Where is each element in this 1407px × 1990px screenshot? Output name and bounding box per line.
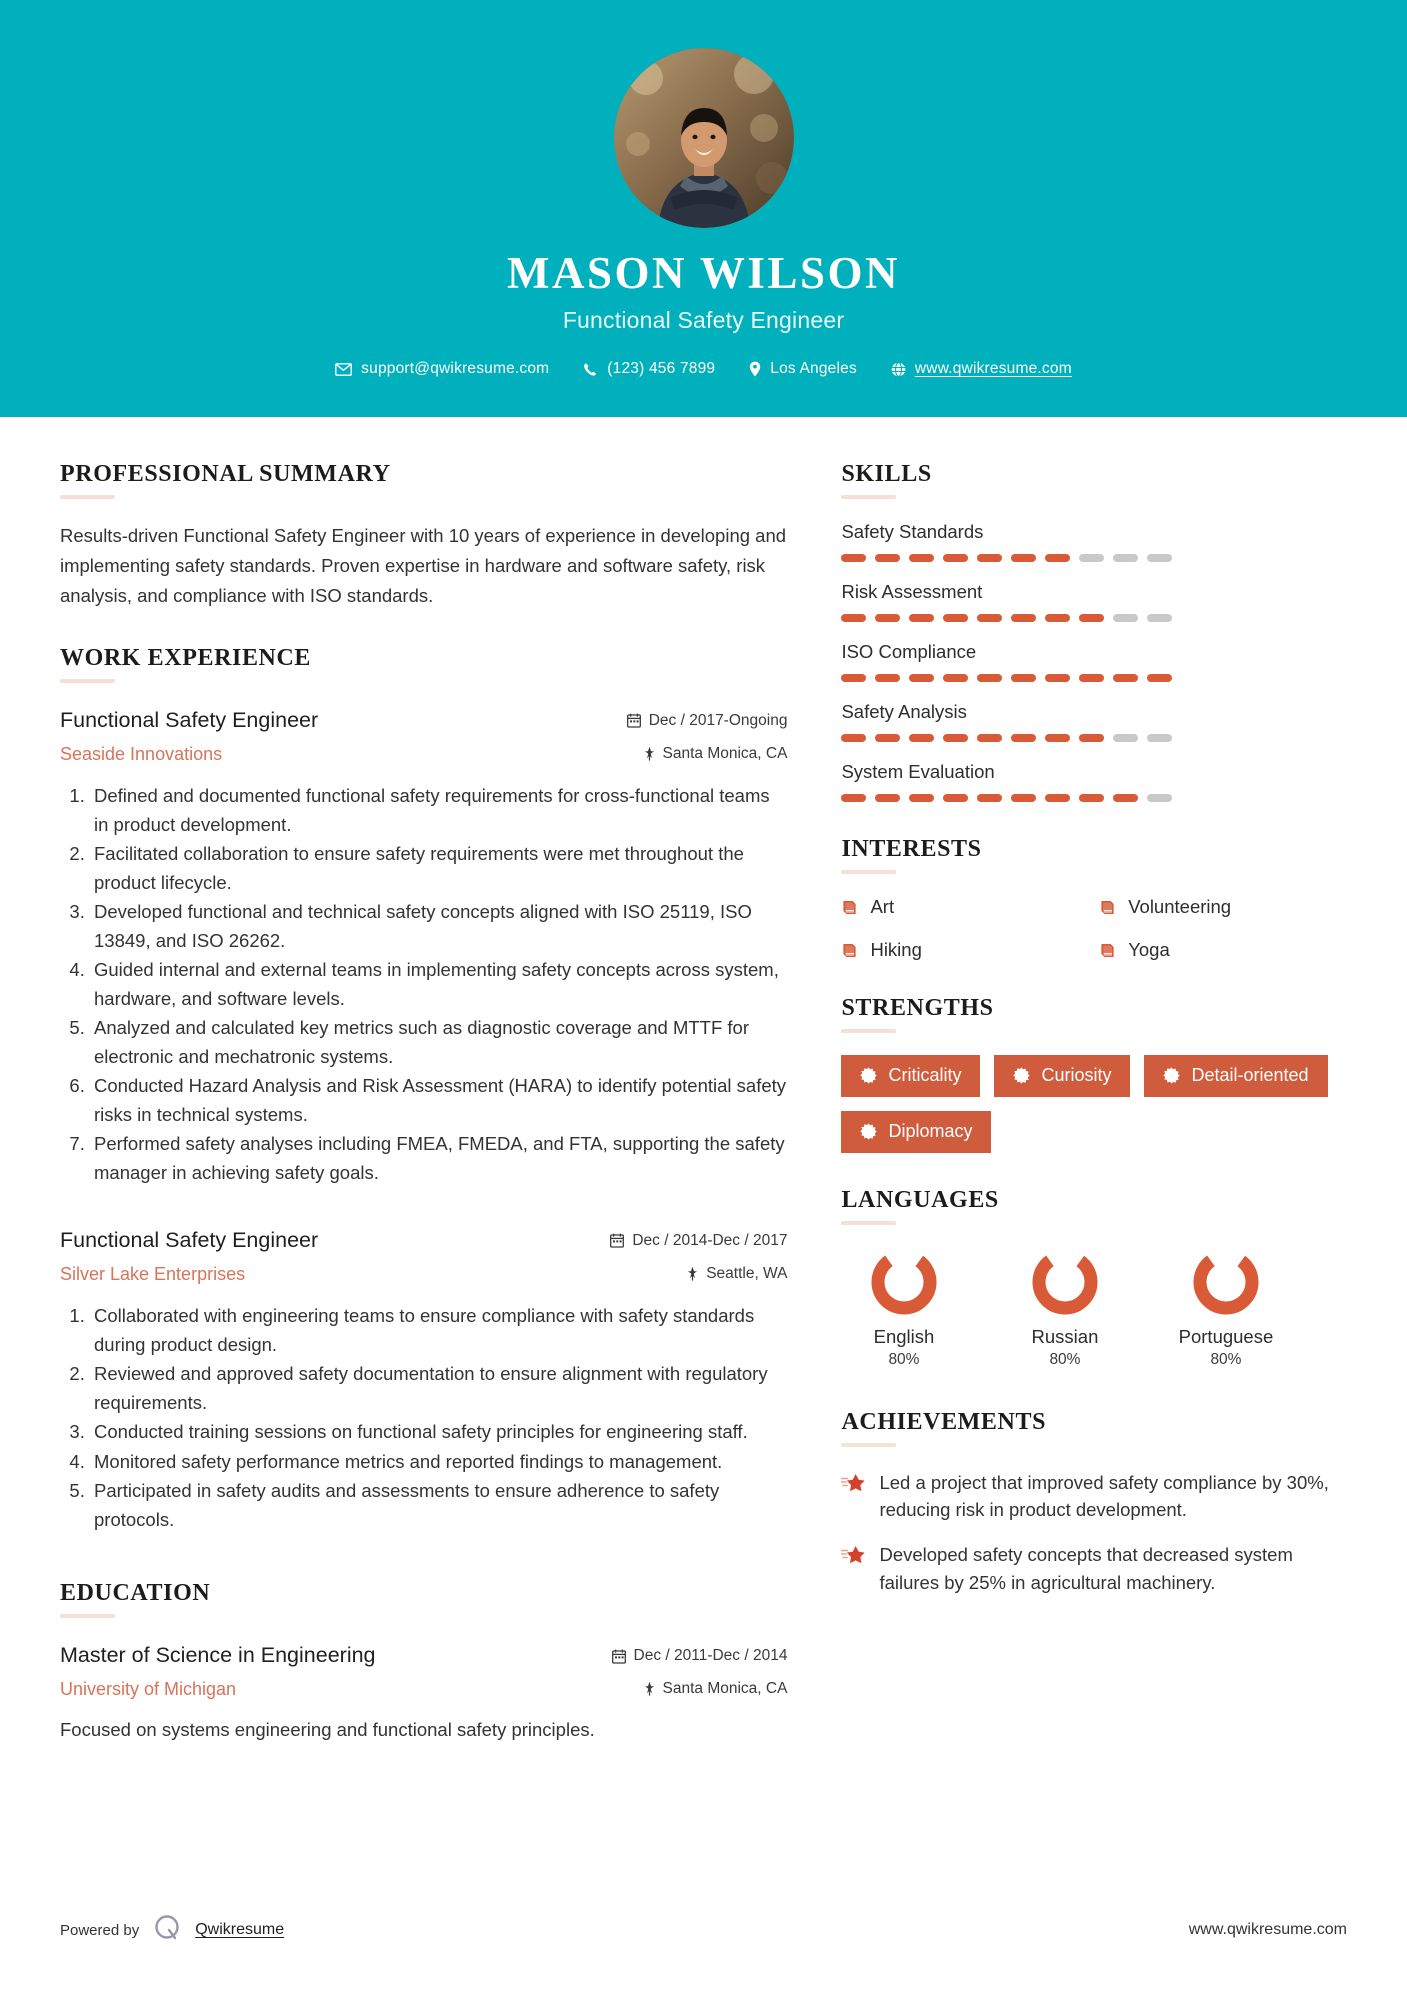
- rating-dash-filled: [977, 614, 1002, 622]
- section-work-experience: [60, 645, 787, 1534]
- bullet-item: 5. Analyzed and calculated key metrics such as diagnostic coverage and MTTF for electronic and mechatronic systems.: [90, 1014, 787, 1071]
- rating-dash-filled: [977, 674, 1002, 682]
- contact-phone[interactable]: [566, 360, 732, 378]
- rating-dash-filled: [909, 554, 934, 562]
- section-rule: [60, 495, 115, 499]
- contact-website[interactable]: [874, 360, 1089, 378]
- languages-heading: LANGUAGES: [841, 1186, 999, 1213]
- rating-dash-filled: [841, 554, 866, 562]
- interest-item: [841, 896, 1089, 918]
- rating-dash-empty: [1147, 734, 1172, 742]
- section-rule: [60, 679, 115, 683]
- achievement-text: Led a project that improved safety compliance by 30%, reducing risk in product development.: [879, 1471, 1329, 1521]
- interest-label: Hiking: [870, 939, 922, 960]
- rating-dash-empty: [1113, 734, 1138, 742]
- skill-rating: [841, 674, 1347, 682]
- rating-dash-filled: [943, 674, 968, 682]
- interests-heading: INTERESTS: [841, 836, 982, 862]
- footer-url[interactable]: www.qwikresume.com: [1188, 1921, 1347, 1938]
- language-item: [841, 1247, 966, 1369]
- bullet-item: 3. Developed functional and technical safety concepts aligned with ISO 25119, ISO 13849, and ISO 26262.: [90, 898, 787, 955]
- burst-icon: [860, 1067, 877, 1084]
- strength-label: Criticality: [888, 1065, 962, 1085]
- book-icon: [1099, 899, 1116, 916]
- rating-dash-filled: [1079, 794, 1104, 802]
- avatar-photo: [614, 48, 794, 228]
- experience-role: Functional Safety Engineer: [60, 707, 319, 732]
- skill-label: ISO Compliance: [841, 641, 977, 662]
- bullet-item: 4. Guided internal and external teams in implementing safety concepts across system, hardware, and software levels.: [90, 956, 787, 1013]
- section-education: [60, 1580, 787, 1744]
- shooting-star-icon: [841, 1469, 865, 1495]
- interest-label: Yoga: [1128, 939, 1170, 960]
- rating-dash-filled: [1045, 794, 1070, 802]
- strength-label: Curiosity: [1041, 1065, 1112, 1085]
- calendar-icon: [627, 713, 641, 728]
- full-name: MASON WILSON: [507, 248, 900, 298]
- strength-tag: [841, 1055, 980, 1097]
- language-ring: [841, 1247, 966, 1317]
- right-column: [841, 461, 1347, 1778]
- calendar-icon: [610, 1233, 624, 1248]
- rating-dash-filled: [1113, 794, 1138, 802]
- languages-list: [841, 1247, 1347, 1369]
- experience-location: [577, 1263, 787, 1285]
- rating-dash-filled: [943, 734, 968, 742]
- bullet-item: 1. Defined and documented functional safety requirements for cross-functional teams in product development.: [90, 782, 787, 839]
- language-name: Russian: [1031, 1325, 1099, 1347]
- education-school: University of Michigan: [60, 1679, 237, 1700]
- powered-by-label: Powered by: [60, 1921, 140, 1939]
- rating-dash-filled: [841, 614, 866, 622]
- progress-ring-icon: [1030, 1247, 1100, 1317]
- rating-dash-filled: [1045, 674, 1070, 682]
- language-ring: [1163, 1247, 1288, 1317]
- skill-item: [841, 581, 1347, 622]
- experience-location-value: Seattle, WA: [706, 1264, 788, 1282]
- rating-dash-filled: [977, 734, 1002, 742]
- skill-label: Risk Assessment: [841, 581, 983, 602]
- section-rule: [841, 1029, 896, 1033]
- strength-tag: [994, 1055, 1130, 1097]
- language-name: English: [873, 1325, 935, 1347]
- interest-item: [1099, 939, 1347, 961]
- rating-dash-filled: [875, 794, 900, 802]
- experience-bullets: [60, 1302, 787, 1534]
- contact-website-value: www.qwikresume.com: [914, 360, 1072, 378]
- contact-row: [318, 360, 1089, 378]
- rating-dash-filled: [977, 794, 1002, 802]
- burst-icon: [860, 1123, 877, 1140]
- education-dates: [577, 1645, 787, 1667]
- bullet-item: 6. Conducted Hazard Analysis and Risk Assessment (HARA) to identify potential safety risks in technical systems.: [90, 1072, 787, 1129]
- bullet-item: 7. Performed safety analyses including FMEA, FMEDA, and FTA, supporting the safety manager in achieving safety goals.: [90, 1130, 787, 1187]
- skill-item: [841, 701, 1347, 742]
- section-rule: [841, 495, 896, 499]
- shooting-star-icon: [841, 1541, 865, 1567]
- rating-dash-filled: [841, 674, 866, 682]
- rating-dash-filled: [875, 674, 900, 682]
- rating-dash-filled: [909, 794, 934, 802]
- summary-text: Results-driven Functional Safety Engineer with 10 years of experience in developing and implementing safety standards. Proven expertise in hardware and software safety, risk analysis, and compliance with ISO standards.: [60, 525, 787, 606]
- section-skills: [841, 461, 1347, 802]
- rating-dash-filled: [1045, 734, 1070, 742]
- experience-dates-value: Dec / 2014-Dec / 2017: [632, 1232, 788, 1250]
- experience-company: Seaside Innovations: [60, 743, 223, 764]
- skill-label: Safety Analysis: [841, 701, 967, 722]
- bullet-item: 2. Facilitated collaboration to ensure safety requirements were met throughout the product lifecycle.: [90, 840, 787, 897]
- language-name: Portuguese: [1178, 1325, 1274, 1347]
- rating-dash-empty: [1147, 554, 1172, 562]
- map-pin-icon: [644, 1681, 655, 1696]
- rating-dash-filled: [1079, 674, 1104, 682]
- skill-label: Safety Standards: [841, 521, 984, 542]
- rating-dash-filled: [943, 794, 968, 802]
- education-location-value: Santa Monica, CA: [662, 1679, 788, 1697]
- rating-dash-filled: [841, 794, 866, 802]
- rating-dash-filled: [943, 554, 968, 562]
- interests-grid: [841, 896, 1347, 961]
- rating-dash-empty: [1147, 614, 1172, 622]
- progress-ring-icon: [1191, 1247, 1261, 1317]
- qwikresume-link[interactable]: Qwikresume: [195, 1921, 285, 1938]
- phone-icon: [583, 362, 598, 377]
- strengths-heading: STRENGTHS: [841, 995, 994, 1021]
- experience-bullets: [60, 782, 787, 1187]
- section-achievements: [841, 1409, 1347, 1597]
- resume-body: [0, 417, 1407, 1778]
- language-percent: 80%: [1210, 1350, 1242, 1368]
- burst-icon: [1163, 1067, 1180, 1084]
- interest-item: [1099, 896, 1347, 918]
- skill-label: System Evaluation: [841, 761, 995, 782]
- rating-dash-filled: [909, 734, 934, 742]
- rating-dash-filled: [1045, 554, 1070, 562]
- education-heading: EDUCATION: [60, 1580, 211, 1607]
- contact-location[interactable]: [732, 360, 874, 378]
- education-location: [577, 1678, 787, 1700]
- rating-dash-empty: [1113, 554, 1138, 562]
- section-languages: [841, 1187, 1347, 1369]
- achievements-heading: ACHIEVEMENTS: [841, 1408, 1047, 1435]
- language-ring: [1002, 1247, 1127, 1317]
- contact-location-value: Los Angeles: [770, 360, 857, 378]
- education-degree: Master of Science in Engineering: [60, 1643, 376, 1668]
- skill-rating: [841, 614, 1347, 622]
- rating-dash-filled: [943, 614, 968, 622]
- strength-label: Detail-oriented: [1191, 1065, 1309, 1085]
- burst-icon: [1013, 1067, 1030, 1084]
- rating-dash-filled: [1079, 734, 1104, 742]
- progress-ring-icon: [869, 1247, 939, 1317]
- rating-dash-filled: [875, 614, 900, 622]
- skill-rating: [841, 794, 1347, 802]
- section-professional-summary: [60, 461, 787, 611]
- strength-tag: [1144, 1055, 1327, 1097]
- envelope-icon: [335, 363, 352, 376]
- education-dates-value: Dec / 2011-Dec / 2014: [633, 1647, 788, 1665]
- experience-role: Functional Safety Engineer: [60, 1228, 319, 1253]
- bullet-item: 2. Reviewed and approved safety documentation to ensure alignment with regulatory requirements.: [90, 1360, 787, 1417]
- contact-phone-value: (123) 456 7899: [607, 360, 716, 378]
- section-strengths: [841, 995, 1347, 1153]
- strength-label: Diplomacy: [888, 1120, 973, 1141]
- left-column: [60, 461, 841, 1778]
- experience-entry: [60, 1225, 787, 1534]
- rating-dash-filled: [875, 734, 900, 742]
- work-heading: WORK EXPERIENCE: [60, 644, 312, 671]
- skill-item: [841, 761, 1347, 802]
- language-percent: 80%: [888, 1350, 920, 1368]
- contact-email[interactable]: [318, 360, 566, 378]
- powered-by-block: [60, 1913, 284, 1948]
- skills-heading: SKILLS: [841, 461, 932, 487]
- contact-email-value: support@qwikresume.com: [361, 360, 550, 378]
- bullet-item: 3. Conducted training sessions on functional safety principles for engineering staff.: [90, 1418, 787, 1446]
- rating-dash-filled: [841, 734, 866, 742]
- rating-dash-empty: [1113, 614, 1138, 622]
- skill-item: [841, 521, 1347, 562]
- strength-tag: [841, 1111, 991, 1153]
- avatar: [614, 48, 794, 228]
- experience-location-value: Santa Monica, CA: [662, 744, 788, 762]
- interest-item: [841, 939, 1089, 961]
- skill-rating: [841, 554, 1347, 562]
- interest-label: Volunteering: [1128, 896, 1232, 917]
- rating-dash-empty: [1147, 794, 1172, 802]
- experience-entry: [60, 705, 787, 1187]
- globe-icon: [891, 362, 906, 377]
- rating-dash-empty: [1079, 554, 1104, 562]
- book-icon: [841, 899, 858, 916]
- experience-company: Silver Lake Enterprises: [60, 1263, 246, 1284]
- q-logo-icon: [152, 1913, 182, 1948]
- experience-location: [577, 743, 787, 765]
- section-rule: [60, 1614, 115, 1618]
- section-rule: [841, 1221, 896, 1225]
- rating-dash-filled: [1113, 674, 1138, 682]
- location-pin-icon: [749, 361, 761, 377]
- section-rule: [841, 1443, 896, 1447]
- resume-header: [0, 0, 1407, 417]
- experience-dates: [577, 1230, 787, 1252]
- achievement-item: [841, 1469, 1347, 1525]
- skill-rating: [841, 734, 1347, 742]
- rating-dash-filled: [875, 554, 900, 562]
- rating-dash-filled: [1079, 614, 1104, 622]
- bullet-item: 5. Participated in safety audits and assessments to ensure adherence to safety protocols.: [90, 1477, 787, 1534]
- calendar-icon: [612, 1649, 626, 1664]
- rating-dash-filled: [909, 614, 934, 622]
- skill-item: [841, 641, 1347, 682]
- language-item: [1163, 1247, 1288, 1369]
- book-icon: [841, 942, 858, 959]
- bullet-item: 1. Collaborated with engineering teams to ensure compliance with safety standards during product design.: [90, 1302, 787, 1359]
- rating-dash-filled: [1045, 614, 1070, 622]
- map-pin-icon: [687, 1266, 698, 1281]
- rating-dash-filled: [1011, 554, 1036, 562]
- achievement-item: [841, 1541, 1347, 1597]
- strengths-tags: [841, 1055, 1347, 1153]
- book-icon: [1099, 942, 1116, 959]
- summary-heading: PROFESSIONAL SUMMARY: [60, 461, 391, 487]
- education-description: Focused on systems engineering and functional safety principles.: [60, 1718, 595, 1740]
- section-rule: [841, 870, 896, 874]
- rating-dash-filled: [909, 674, 934, 682]
- achievement-text: Developed safety concepts that decreased system failures by 25% in agricultural machinery.: [879, 1544, 1293, 1593]
- language-item: [1002, 1247, 1127, 1369]
- education-entry: [60, 1640, 787, 1744]
- rating-dash-filled: [1147, 674, 1172, 682]
- experience-dates-value: Dec / 2017-Ongoing: [648, 711, 788, 729]
- map-pin-icon: [644, 746, 655, 761]
- resume-footer: [0, 1870, 1407, 1990]
- language-percent: 80%: [1049, 1350, 1081, 1368]
- bullet-item: 4. Monitored safety performance metrics and reported findings to management.: [90, 1448, 787, 1476]
- experience-dates: [577, 710, 787, 732]
- rating-dash-filled: [1011, 614, 1036, 622]
- interest-label: Art: [870, 896, 895, 917]
- rating-dash-filled: [977, 554, 1002, 562]
- section-interests: [841, 836, 1347, 961]
- rating-dash-filled: [1011, 674, 1036, 682]
- rating-dash-filled: [1011, 734, 1036, 742]
- job-title: Functional Safety Engineer: [562, 307, 845, 334]
- rating-dash-filled: [1011, 794, 1036, 802]
